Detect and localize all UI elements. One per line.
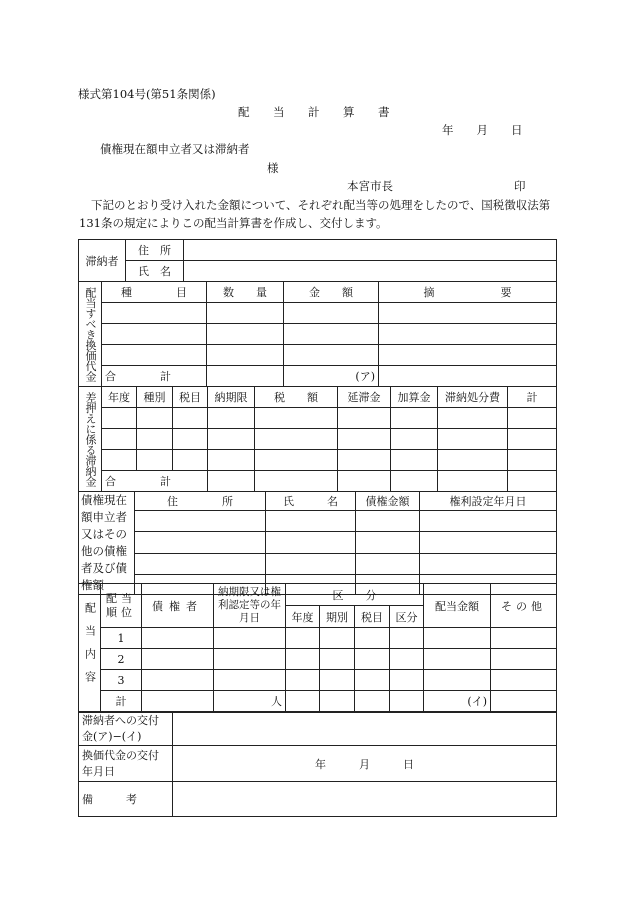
payment-label: 滞納者への交付金(ア)−(イ) — [79, 713, 173, 746]
proceeds-label: 配当すべき換価代金 — [79, 282, 102, 387]
distribution-header-amount: 配当金額 — [424, 584, 491, 628]
person-unit: 人 — [214, 691, 286, 712]
proceeds-header-summary: 摘 要 — [379, 282, 557, 303]
footer-table — [78, 712, 557, 817]
issue-date: 年 月 日 — [442, 123, 523, 137]
proceeds-date-label: 換価代金の交付年月日 — [79, 746, 173, 782]
taxes-total-label: 合 計 — [102, 471, 208, 492]
table-row — [79, 450, 557, 471]
table-row — [79, 532, 557, 553]
form-number: 様式第104号(第51条関係) — [78, 87, 216, 101]
table-row — [79, 345, 557, 366]
category-subheader-tax-item: 税目 — [355, 606, 390, 628]
table-row — [79, 670, 557, 691]
distribution-total-mark: (イ) — [424, 691, 491, 712]
table-row — [79, 628, 557, 649]
issuer: 本宮市長 — [347, 179, 393, 193]
proceeds-total-mark: (ア) — [284, 366, 379, 387]
intro-text: 下記のとおり受け入れた金額について、それぞれ配当等の処理をしたので、国税徴収法第131条の規定によりこの配当計算書を作成し、交付します。 — [79, 198, 551, 230]
addressee-honorific: 様 — [267, 161, 279, 175]
table-row — [79, 303, 557, 324]
taxes-header-surcharge: 加算金 — [391, 387, 438, 408]
creditors-table — [78, 491, 557, 595]
delinquent-table — [78, 239, 557, 282]
taxes-header-due: 納期限 — [208, 387, 255, 408]
creditors-header-address: 住 所 — [135, 492, 266, 511]
proceeds-table — [78, 281, 557, 387]
table-row — [79, 429, 557, 450]
category-subheader-year: 年度 — [286, 606, 320, 628]
rank-2: 2 — [101, 649, 142, 670]
distribution-header-category: 区 分 — [286, 584, 424, 606]
category-subheader-class: 区分 — [390, 606, 424, 628]
taxes-label: 差押えに係る滞納金 — [79, 387, 102, 492]
delinquent-label: 滞納者 — [79, 240, 126, 282]
creditors-header-right-date: 権利設定年月日 — [420, 492, 557, 511]
distribution-header-due: 納期限又は権利認定等の年月日 — [214, 584, 286, 628]
distribution-header-other: その他 — [491, 584, 557, 628]
taxes-header-total: 計 — [508, 387, 557, 408]
taxes-header-amount: 税 額 — [255, 387, 338, 408]
remarks-field[interactable] — [173, 782, 557, 817]
rank-1: 1 — [101, 628, 142, 649]
seal-mark: 印 — [514, 179, 526, 193]
category-subheader-period: 期別 — [320, 606, 355, 628]
table-row — [79, 324, 557, 345]
address-label: 住 所 — [126, 240, 184, 261]
address-field[interactable] — [184, 240, 557, 261]
creditors-header-name: 氏 名 — [266, 492, 356, 511]
remarks-label: 備 考 — [79, 782, 173, 817]
taxes-header-late-fee: 延滞金 — [338, 387, 391, 408]
distribution-total-label: 計 — [101, 691, 142, 712]
table-row — [79, 649, 557, 670]
creditors-label: 債権現在額申立者又はその他の債権者及び債権額 — [79, 492, 135, 595]
table-row — [79, 553, 557, 574]
distribution-table — [78, 583, 557, 712]
taxes-header-tax-item: 税目 — [173, 387, 208, 408]
creditors-header-claim: 債権金額 — [356, 492, 420, 511]
rank-3: 3 — [101, 670, 142, 691]
proceeds-total-label: 合 計 — [102, 366, 207, 387]
distribution-label: 配当内容 — [79, 584, 101, 712]
proceeds-header-item: 種 目 — [102, 282, 207, 303]
document-title: 配 当 計 算 書 — [238, 105, 396, 119]
payment-field[interactable] — [173, 713, 557, 746]
addressee: 債権現在額申立者又は滞納者 — [100, 142, 250, 156]
taxes-table — [78, 386, 557, 492]
distribution-header-rank: 配当順位 — [101, 584, 142, 628]
taxes-header-year: 年度 — [102, 387, 137, 408]
name-field[interactable] — [184, 261, 557, 282]
table-row — [79, 511, 557, 532]
name-label: 氏 名 — [126, 261, 184, 282]
proceeds-date-value[interactable]: 年 月 日 — [173, 746, 557, 782]
proceeds-header-amount: 金 額 — [284, 282, 379, 303]
distribution-header-creditor: 債権者 — [142, 584, 214, 628]
taxes-header-disposition-cost: 滞納処分費 — [438, 387, 508, 408]
table-row — [79, 408, 557, 429]
taxes-header-type: 種別 — [137, 387, 173, 408]
proceeds-header-quantity: 数 量 — [207, 282, 284, 303]
